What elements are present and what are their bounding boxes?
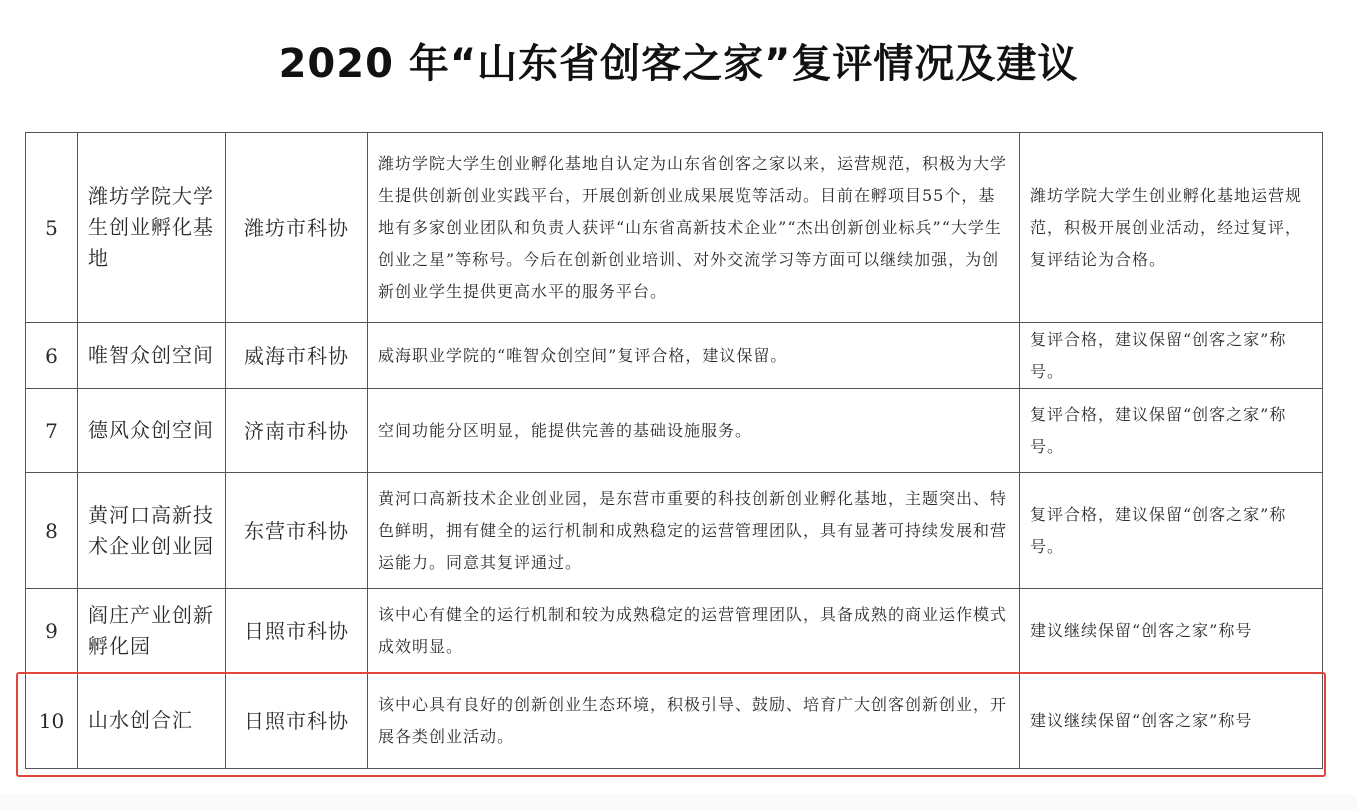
recommending-unit: 东营市科协 bbox=[226, 473, 368, 589]
review-suggestion: 复评合格，建议保留“创客之家”称号。 bbox=[1020, 473, 1323, 589]
table-row bbox=[26, 473, 1323, 589]
review-suggestion: 建议继续保留“创客之家”称号 bbox=[1020, 673, 1323, 769]
review-table bbox=[25, 132, 1323, 769]
space-name: 阎庄产业创新孵化园 bbox=[78, 589, 226, 673]
review-suggestion: 复评合格，建议保留“创客之家”称号。 bbox=[1020, 323, 1323, 389]
space-name: 黄河口高新技术企业创业园 bbox=[78, 473, 226, 589]
review-description: 该中心有健全的运行机制和较为成熟稳定的运营管理团队，具备成熟的商业运作模式成效明显。 bbox=[368, 589, 1020, 673]
review-description: 空间功能分区明显，能提供完善的基础设施服务。 bbox=[368, 389, 1020, 473]
row-number: 5 bbox=[26, 133, 78, 323]
page-title: 2020 年“山东省创客之家”复评情况及建议 bbox=[278, 41, 1079, 87]
review-suggestion: 潍坊学院大学生创业孵化基地运营规范，积极开展创业活动，经过复评，复评结论为合格。 bbox=[1020, 133, 1323, 323]
page-bottom-edge bbox=[0, 795, 1357, 810]
row-number: 8 bbox=[26, 473, 78, 589]
recommending-unit: 日照市科协 bbox=[226, 673, 368, 769]
row-number: 9 bbox=[26, 589, 78, 673]
row-number: 7 bbox=[26, 389, 78, 473]
recommending-unit: 日照市科协 bbox=[226, 589, 368, 673]
table-row bbox=[26, 133, 1323, 323]
recommending-unit: 潍坊市科协 bbox=[226, 133, 368, 323]
review-description: 潍坊学院大学生创业孵化基地自认定为山东省创客之家以来，运营规范，积极为大学生提供创新创业实践平台，开展创新创业成果展览等活动。目前在孵项目55个，基地有多家创业团队和负责人获评“山东省高新技术企业”“杰出创新创业标兵”“大学生创业之星”等称号。今后在创新创业培训、对外交流学习等方面可以继续加强，为创新创业学生提供更高水平的服务平台。 bbox=[368, 133, 1020, 323]
review-description: 该中心具有良好的创新创业生态环境，积极引导、鼓励、培育广大创客创新创业，开展各类创业活动。 bbox=[368, 673, 1020, 769]
table-row bbox=[26, 589, 1323, 673]
table-row bbox=[26, 323, 1323, 389]
review-description: 威海职业学院的“唯智众创空间”复评合格，建议保留。 bbox=[368, 323, 1020, 389]
row-number: 10 bbox=[26, 673, 78, 769]
space-name: 德风众创空间 bbox=[78, 389, 226, 473]
recommending-unit: 威海市科协 bbox=[226, 323, 368, 389]
recommending-unit: 济南市科协 bbox=[226, 389, 368, 473]
review-suggestion: 建议继续保留“创客之家”称号 bbox=[1020, 589, 1323, 673]
table-row bbox=[26, 389, 1323, 473]
space-name: 山水创合汇 bbox=[78, 673, 226, 769]
space-name: 潍坊学院大学生创业孵化基地 bbox=[78, 133, 226, 323]
space-name: 唯智众创空间 bbox=[78, 323, 226, 389]
table-row bbox=[26, 673, 1323, 769]
review-suggestion: 复评合格，建议保留“创客之家”称号。 bbox=[1020, 389, 1323, 473]
review-description: 黄河口高新技术企业创业园，是东营市重要的科技创新创业孵化基地，主题突出、特色鲜明，拥有健全的运行机制和成熟稳定的运营管理团队，具有显著可持续发展和营运能力。同意其复评通过。 bbox=[368, 473, 1020, 589]
row-number: 6 bbox=[26, 323, 78, 389]
